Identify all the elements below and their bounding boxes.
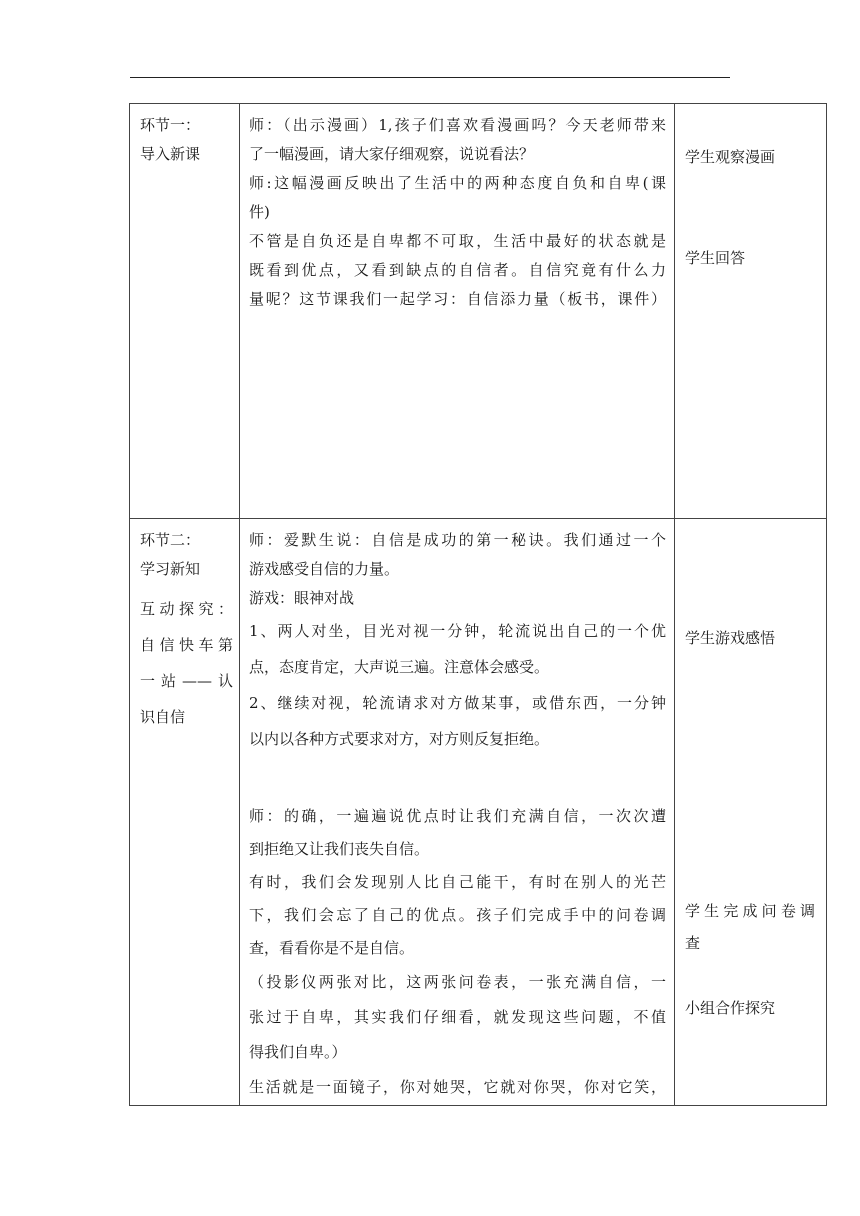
section1-teacher-cell	[240, 104, 675, 519]
lesson-plan-table	[129, 103, 827, 1106]
section1-label-cell	[130, 104, 240, 519]
section2-teacher-line: 下，我们会忘了自己的优点。孩子们完成手中的问卷调	[249, 906, 666, 924]
section1-teacher-line: 了一幅漫画，请大家仔细观察，说说看法？	[249, 145, 535, 163]
section2-label-line: 互动探究：	[140, 600, 233, 618]
section2-student-activity-block	[685, 895, 815, 959]
section1-teacher-line: 既看到优点，又看到缺点的自信者。自信究竟有什么力	[249, 261, 666, 279]
section1-teacher-line: 件)	[249, 203, 270, 221]
section2-teacher-line: 得我们自卑。）	[249, 1043, 347, 1061]
section2-student-cell	[675, 519, 827, 1106]
section2-teacher-line: （投影仪两张对比，这两张问卷表，一张充满自信，一	[249, 973, 666, 991]
section2-teacher-line: 师：爱默生说：自信是成功的第一秘诀。我们通过一个	[249, 531, 666, 549]
section2-teacher-gap	[249, 757, 666, 800]
section1-teacher-line: 不管是自负还是自卑都不可取，生活中最好的状态就是	[249, 232, 666, 250]
section2-teacher-line: 游戏感受自信的力量。	[249, 560, 400, 578]
section2-label-line: 识自信	[140, 708, 186, 726]
section2-teacher-line: 生活就是一面镜子，你对她哭，它就对你哭，你对它笑，	[249, 1078, 666, 1096]
section2-teacher-line: 点，态度肯定，大声说三遍。注意体会感受。	[249, 658, 550, 676]
section2-label-gap	[140, 584, 233, 591]
section2-label-line: 自信快车第	[140, 636, 233, 654]
section1-teacher-line: 量呢？这节课我们一起学习：自信添力量（板书，课件）	[249, 290, 666, 308]
section2-teacher-line: 师：的确，一遍遍说优点时让我们充满自信，一次次遭	[249, 807, 666, 825]
section2-teacher-cell	[240, 519, 675, 1106]
section2-teacher-line: 张过于自卑，其实我们仔细看，就发现这些问题，不值	[249, 1008, 666, 1026]
section1-teacher-line: 师:这幅漫画反映出了生活中的两种态度自负和自卑(课	[249, 174, 666, 192]
section2-teacher-line: 到拒绝又让我们丧失自信。	[249, 840, 430, 858]
section1-label-line: 环节一：	[140, 116, 201, 134]
section1-student-cell	[675, 104, 827, 519]
section2-teacher-line: 有时，我们会发现别人比自己能干，有时在别人的光芒	[249, 873, 666, 891]
section2-student-activity-line: 查	[685, 934, 701, 952]
section2-student-activity: 小组合作探究	[685, 999, 776, 1017]
section2-teacher-line: 2、继续对视，轮流请求对方做某事，或借东西，一分钟	[249, 694, 666, 712]
section2-teacher-line: 以内以各种方式要求对方，对方则反复拒绝。	[249, 730, 550, 748]
header-rule	[130, 77, 730, 78]
section2-teacher-line: 查，看看你是不是自信。	[249, 939, 415, 957]
section2-student-activity-line: 学生完成问卷调	[685, 902, 815, 920]
section2-label-cell	[130, 519, 240, 1106]
section1-teacher-line: 师：（出示漫画）1,孩子们喜欢看漫画吗？今天老师带来	[249, 116, 666, 134]
section2-label-line: 学习新知	[140, 560, 201, 578]
section1-student-activity: 学生观察漫画	[685, 148, 776, 166]
section2-teacher-line: 游戏：眼神对战	[249, 589, 355, 607]
section2-label-line: 一站——认	[140, 672, 233, 690]
section1-label-line: 导入新课	[140, 145, 201, 163]
section1-student-activity: 学生回答	[685, 249, 746, 267]
section2-teacher-line: 1、两人对坐，目光对视一分钟，轮流说出自己的一个优	[249, 622, 666, 640]
table-row-section1	[130, 104, 827, 519]
table-row-section2	[130, 519, 827, 1106]
section2-student-activity: 学生游戏感悟	[685, 629, 776, 647]
section2-label-line: 环节二：	[140, 531, 201, 549]
